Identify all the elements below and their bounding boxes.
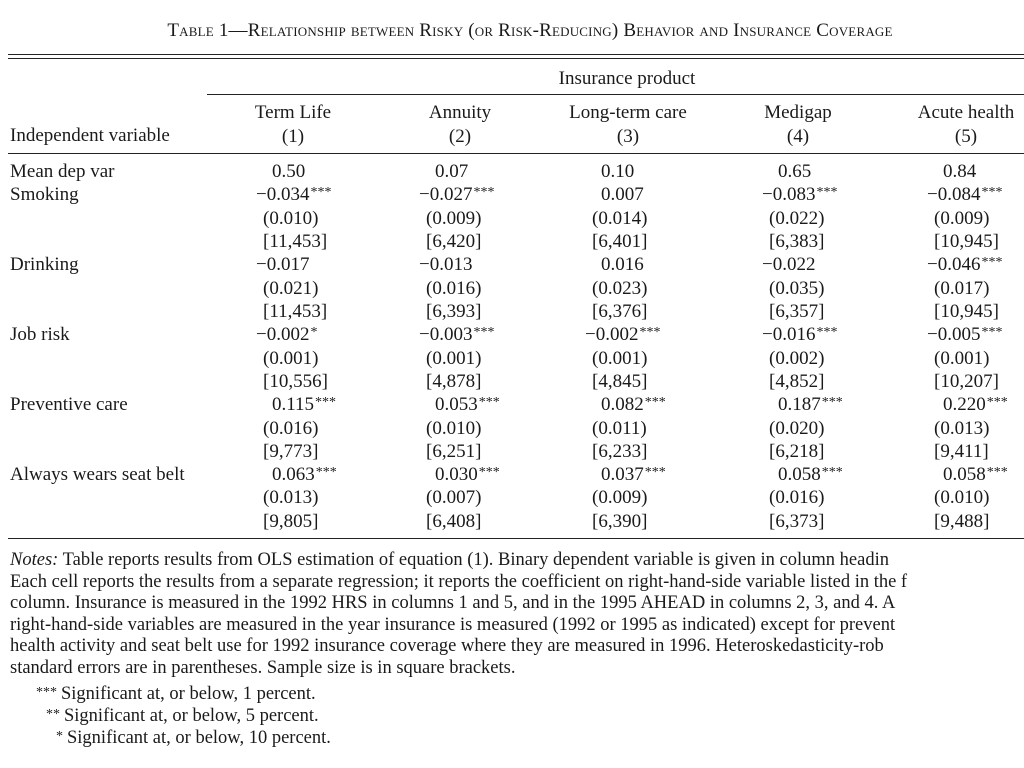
cell-value: [6,233] <box>592 441 648 462</box>
table-cell <box>934 348 989 370</box>
cell-value: [6,251] <box>426 441 482 462</box>
table-cell <box>419 324 494 346</box>
table-cell <box>592 301 647 323</box>
significance-note-5pct <box>46 706 319 727</box>
significance-stars: *** <box>478 395 500 410</box>
cell-value: [6,357] <box>769 301 825 322</box>
cell-value: (0.009) <box>592 487 648 508</box>
table-cell <box>426 511 481 533</box>
notes-line-5: health activity and seat belt use for 1992 insurance coverage where they are measured in 1996. Heteroskedasticity-rob <box>10 636 884 656</box>
cell-value: (0.035) <box>769 278 825 299</box>
table-cell <box>934 371 999 393</box>
significance-stars: *** <box>821 465 843 480</box>
table-cell <box>769 231 824 253</box>
table-cell <box>256 254 309 276</box>
cell-value: [6,420] <box>426 231 482 252</box>
cell-value: 0.037 <box>601 464 644 485</box>
cell-value: (0.014) <box>592 208 648 229</box>
cell-value: [6,218] <box>769 441 825 462</box>
table-cell <box>934 487 989 509</box>
cell-value: (0.002) <box>769 348 825 369</box>
cell-value: (0.001) <box>263 348 319 369</box>
cell-value: [9,805] <box>263 511 319 532</box>
cell-value: (0.001) <box>934 348 990 369</box>
cell-value: [10,207] <box>934 371 999 392</box>
significance-stars: *** <box>981 185 1003 200</box>
cell-value: [9,411] <box>934 441 989 462</box>
cell-value: 0.058 <box>778 464 821 485</box>
significance-stars: *** <box>816 325 838 340</box>
table-cell <box>592 511 647 533</box>
table-cell <box>426 441 481 463</box>
table-cell <box>601 254 644 276</box>
cell-value: [10,945] <box>934 231 999 252</box>
cell-value: (0.011) <box>592 418 647 439</box>
cell-value: [6,408] <box>426 511 482 532</box>
table-cell <box>769 301 824 323</box>
table-cell <box>272 394 336 416</box>
header-rule <box>8 153 1024 154</box>
column-header-name: Term Life <box>254 102 332 123</box>
significance-stars: *** <box>644 395 666 410</box>
table-title: Table 1—Relationship between Risky (or Risk-Reducing) Behavior and Insurance Coverage <box>167 20 893 41</box>
cell-value: [4,852] <box>769 371 825 392</box>
table-cell <box>426 301 481 323</box>
table-cell <box>934 278 989 300</box>
column-header-2 <box>380 101 540 149</box>
spanner-rule <box>207 94 1024 95</box>
table-cell <box>769 441 824 463</box>
cell-value: (0.010) <box>263 208 319 229</box>
cell-value: (0.013) <box>263 487 319 508</box>
cell-value: −0.013 <box>419 254 473 275</box>
cell-value: (0.010) <box>426 418 482 439</box>
bottom-rule <box>8 538 1024 539</box>
table-cell <box>592 348 647 370</box>
cell-value: (0.021) <box>263 278 319 299</box>
significance-stars: *** <box>639 325 661 340</box>
cell-value: 0.007 <box>601 184 644 205</box>
table-cell <box>592 208 647 230</box>
significance-stars: ** <box>46 707 60 722</box>
row-label: Smoking <box>10 184 79 205</box>
cell-value: (0.010) <box>934 487 990 508</box>
cell-value: −0.046 <box>927 254 981 275</box>
column-header-number: (2) <box>448 126 472 147</box>
table-cell <box>601 161 634 183</box>
table-cell <box>762 254 815 276</box>
row-label: Preventive care <box>10 394 128 415</box>
significance-note-1pct <box>36 684 316 705</box>
table-cell <box>927 184 1002 206</box>
table-cell <box>943 161 976 183</box>
cell-value: (0.016) <box>263 418 319 439</box>
cell-value: 0.030 <box>435 464 478 485</box>
cell-value: 0.115 <box>272 394 315 415</box>
table-cell <box>435 394 500 416</box>
table-cell <box>601 394 666 416</box>
significance-text: Significant at, or below, 1 percent. <box>61 684 316 704</box>
table-cell <box>263 511 318 533</box>
column-header-name: Medigap <box>764 102 832 123</box>
cell-value: (0.001) <box>592 348 648 369</box>
cell-value: 0.65 <box>778 161 812 182</box>
row-label: Drinking <box>10 254 79 275</box>
table-cell <box>943 394 1008 416</box>
cell-value: [9,488] <box>934 511 990 532</box>
cell-value: (0.023) <box>592 278 648 299</box>
table-cell <box>272 464 337 486</box>
table-cell <box>943 464 1008 486</box>
table-cell <box>435 464 500 486</box>
significance-stars: *** <box>315 465 337 480</box>
significance-stars: *** <box>981 255 1003 270</box>
significance-stars: *** <box>478 465 500 480</box>
cell-value: [9,773] <box>263 441 319 462</box>
significance-stars: *** <box>310 185 332 200</box>
cell-value: [11,453] <box>263 301 328 322</box>
significance-stars: *** <box>981 325 1003 340</box>
significance-stars: * <box>56 729 63 744</box>
notes-line-3: column. Insurance is measured in the 1992 HRS in columns 1 and 5, and in the 1995 AHEAD in columns 2, 3, and 4. A <box>10 593 896 613</box>
table-cell <box>769 348 824 370</box>
table-cell <box>592 371 647 393</box>
cell-value: −0.017 <box>256 254 310 275</box>
table-cell <box>778 464 843 486</box>
table-cell <box>769 371 824 393</box>
table-cell <box>769 278 824 300</box>
significance-stars: * <box>310 325 318 340</box>
top-rule-second <box>8 58 1024 59</box>
table-cell <box>426 208 481 230</box>
significance-text: Significant at, or below, 5 percent. <box>64 706 319 726</box>
notes-text: Table reports results from OLS estimation of equation (1). Binary dependent variable is given in column headin <box>58 550 889 570</box>
cell-value: (0.009) <box>426 208 482 229</box>
table-cell <box>256 184 331 206</box>
column-header-4 <box>718 101 878 149</box>
cell-value: 0.10 <box>601 161 635 182</box>
table-cell <box>426 371 481 393</box>
cell-value: (0.016) <box>769 487 825 508</box>
cell-value: −0.084 <box>927 184 981 205</box>
cell-value: 0.187 <box>778 394 821 415</box>
table-cell <box>927 324 1002 346</box>
table-cell <box>601 184 644 206</box>
table-cell <box>762 324 837 346</box>
cell-value: [11,453] <box>263 231 328 252</box>
cell-value: (0.009) <box>934 208 990 229</box>
cell-value: [6,376] <box>592 301 648 322</box>
table-cell <box>934 301 999 323</box>
table-cell <box>592 441 647 463</box>
column-header-number: (1) <box>281 126 305 147</box>
row-label: Job risk <box>10 324 70 345</box>
table-cell <box>778 394 843 416</box>
table-cell <box>426 348 481 370</box>
significance-stars: *** <box>816 185 838 200</box>
cell-value: [6,390] <box>592 511 648 532</box>
table-notes <box>10 550 1024 679</box>
table-cell <box>419 254 472 276</box>
cell-value: −0.016 <box>762 324 816 345</box>
table-cell <box>769 418 824 440</box>
cell-value: [4,845] <box>592 371 648 392</box>
table-cell <box>426 278 481 300</box>
significance-stars: *** <box>315 395 337 410</box>
table-cell <box>263 301 327 323</box>
cell-value: [6,383] <box>769 231 825 252</box>
table-cell <box>927 254 1002 276</box>
table-cell <box>419 184 494 206</box>
notes-line-4: right-hand-side variables are measured in the year insurance is measured (1992 or 1995 as indicated) except for prevent <box>10 614 896 635</box>
notes-line-1 <box>10 550 1024 572</box>
cell-value: 0.058 <box>943 464 986 485</box>
table-cell <box>934 418 989 440</box>
significance-note-10pct <box>56 728 331 749</box>
column-header-5 <box>886 101 1024 149</box>
table-cell <box>263 231 327 253</box>
stub-header: Independent variable <box>10 125 170 146</box>
table-cell <box>585 324 660 346</box>
column-header-name: Long-term care <box>569 102 687 123</box>
insurance-product-spanner: Insurance product <box>558 68 696 89</box>
cell-value: 0.220 <box>943 394 986 415</box>
table-cell <box>435 161 468 183</box>
cell-value: [10,556] <box>263 371 328 392</box>
cell-value: 0.082 <box>601 394 644 415</box>
table-cell <box>934 231 999 253</box>
table-cell <box>934 441 989 463</box>
notes-line-2: Each cell reports the results from a separate regression; it reports the coefficient on right-hand-side variable listed in the f <box>10 571 908 592</box>
table-cell <box>263 208 318 230</box>
cell-value: [6,401] <box>592 231 648 252</box>
cell-value: (0.017) <box>934 278 990 299</box>
table-cell <box>934 208 989 230</box>
significance-stars: *** <box>473 185 495 200</box>
significance-text: Significant at, or below, 10 percent. <box>67 728 331 748</box>
table-cell <box>769 208 824 230</box>
table-cell <box>426 418 481 440</box>
cell-value: −0.034 <box>256 184 310 205</box>
cell-value: [4,878] <box>426 371 482 392</box>
table-cell <box>263 348 318 370</box>
table-cell <box>934 511 989 533</box>
cell-value: [6,373] <box>769 511 825 532</box>
top-rule <box>8 54 1024 55</box>
cell-value: 0.50 <box>272 161 306 182</box>
cell-value: (0.020) <box>769 418 825 439</box>
significance-stars: *** <box>821 395 843 410</box>
column-header-number: (4) <box>786 126 810 147</box>
table-cell <box>769 511 824 533</box>
column-header-name: Annuity <box>428 102 492 123</box>
row-label: Always wears seat belt <box>10 464 185 485</box>
table-cell <box>263 278 318 300</box>
table-cell <box>272 161 305 183</box>
cell-value: [10,945] <box>934 301 999 322</box>
column-header-1 <box>213 101 373 149</box>
table-cell <box>601 464 666 486</box>
table-cell <box>263 487 318 509</box>
significance-stars: *** <box>986 465 1008 480</box>
column-header-number: (3) <box>616 126 640 147</box>
table-cell <box>592 418 647 440</box>
cell-value: −0.027 <box>419 184 473 205</box>
notes-label: Notes: <box>10 550 59 570</box>
notes-line-6: standard errors are in parentheses. Sample size is in square brackets. <box>10 657 516 678</box>
table-cell <box>592 278 647 300</box>
table-cell <box>263 371 328 393</box>
table-cell <box>263 441 318 463</box>
cell-value: (0.016) <box>426 278 482 299</box>
cell-value: 0.053 <box>435 394 478 415</box>
cell-value: −0.002 <box>585 324 639 345</box>
significance-stars: *** <box>644 465 666 480</box>
table-cell <box>263 418 318 440</box>
cell-value: (0.013) <box>934 418 990 439</box>
cell-value: 0.84 <box>943 161 977 182</box>
row-label: Mean dep var <box>10 161 115 182</box>
cell-value: −0.003 <box>419 324 473 345</box>
cell-value: −0.022 <box>762 254 816 275</box>
table-cell <box>769 487 824 509</box>
cell-value: (0.022) <box>769 208 825 229</box>
significance-stars: *** <box>986 395 1008 410</box>
table-cell <box>426 487 481 509</box>
cell-value: (0.001) <box>426 348 482 369</box>
table-cell <box>426 231 481 253</box>
significance-stars: *** <box>473 325 495 340</box>
significance-stars: *** <box>36 685 57 700</box>
column-header-3 <box>548 101 708 149</box>
cell-value: −0.002 <box>256 324 310 345</box>
column-header-name: Acute health <box>917 102 1015 123</box>
table-cell <box>592 231 647 253</box>
table-cell <box>778 161 811 183</box>
table-cell <box>256 324 317 346</box>
cell-value: 0.07 <box>435 161 469 182</box>
table-cell <box>592 487 647 509</box>
cell-value: 0.063 <box>272 464 315 485</box>
column-header-number: (5) <box>954 126 978 147</box>
cell-value: −0.083 <box>762 184 816 205</box>
cell-value: −0.005 <box>927 324 981 345</box>
cell-value: (0.007) <box>426 487 482 508</box>
cell-value: [6,393] <box>426 301 482 322</box>
cell-value: 0.016 <box>601 254 644 275</box>
table-cell <box>762 184 837 206</box>
